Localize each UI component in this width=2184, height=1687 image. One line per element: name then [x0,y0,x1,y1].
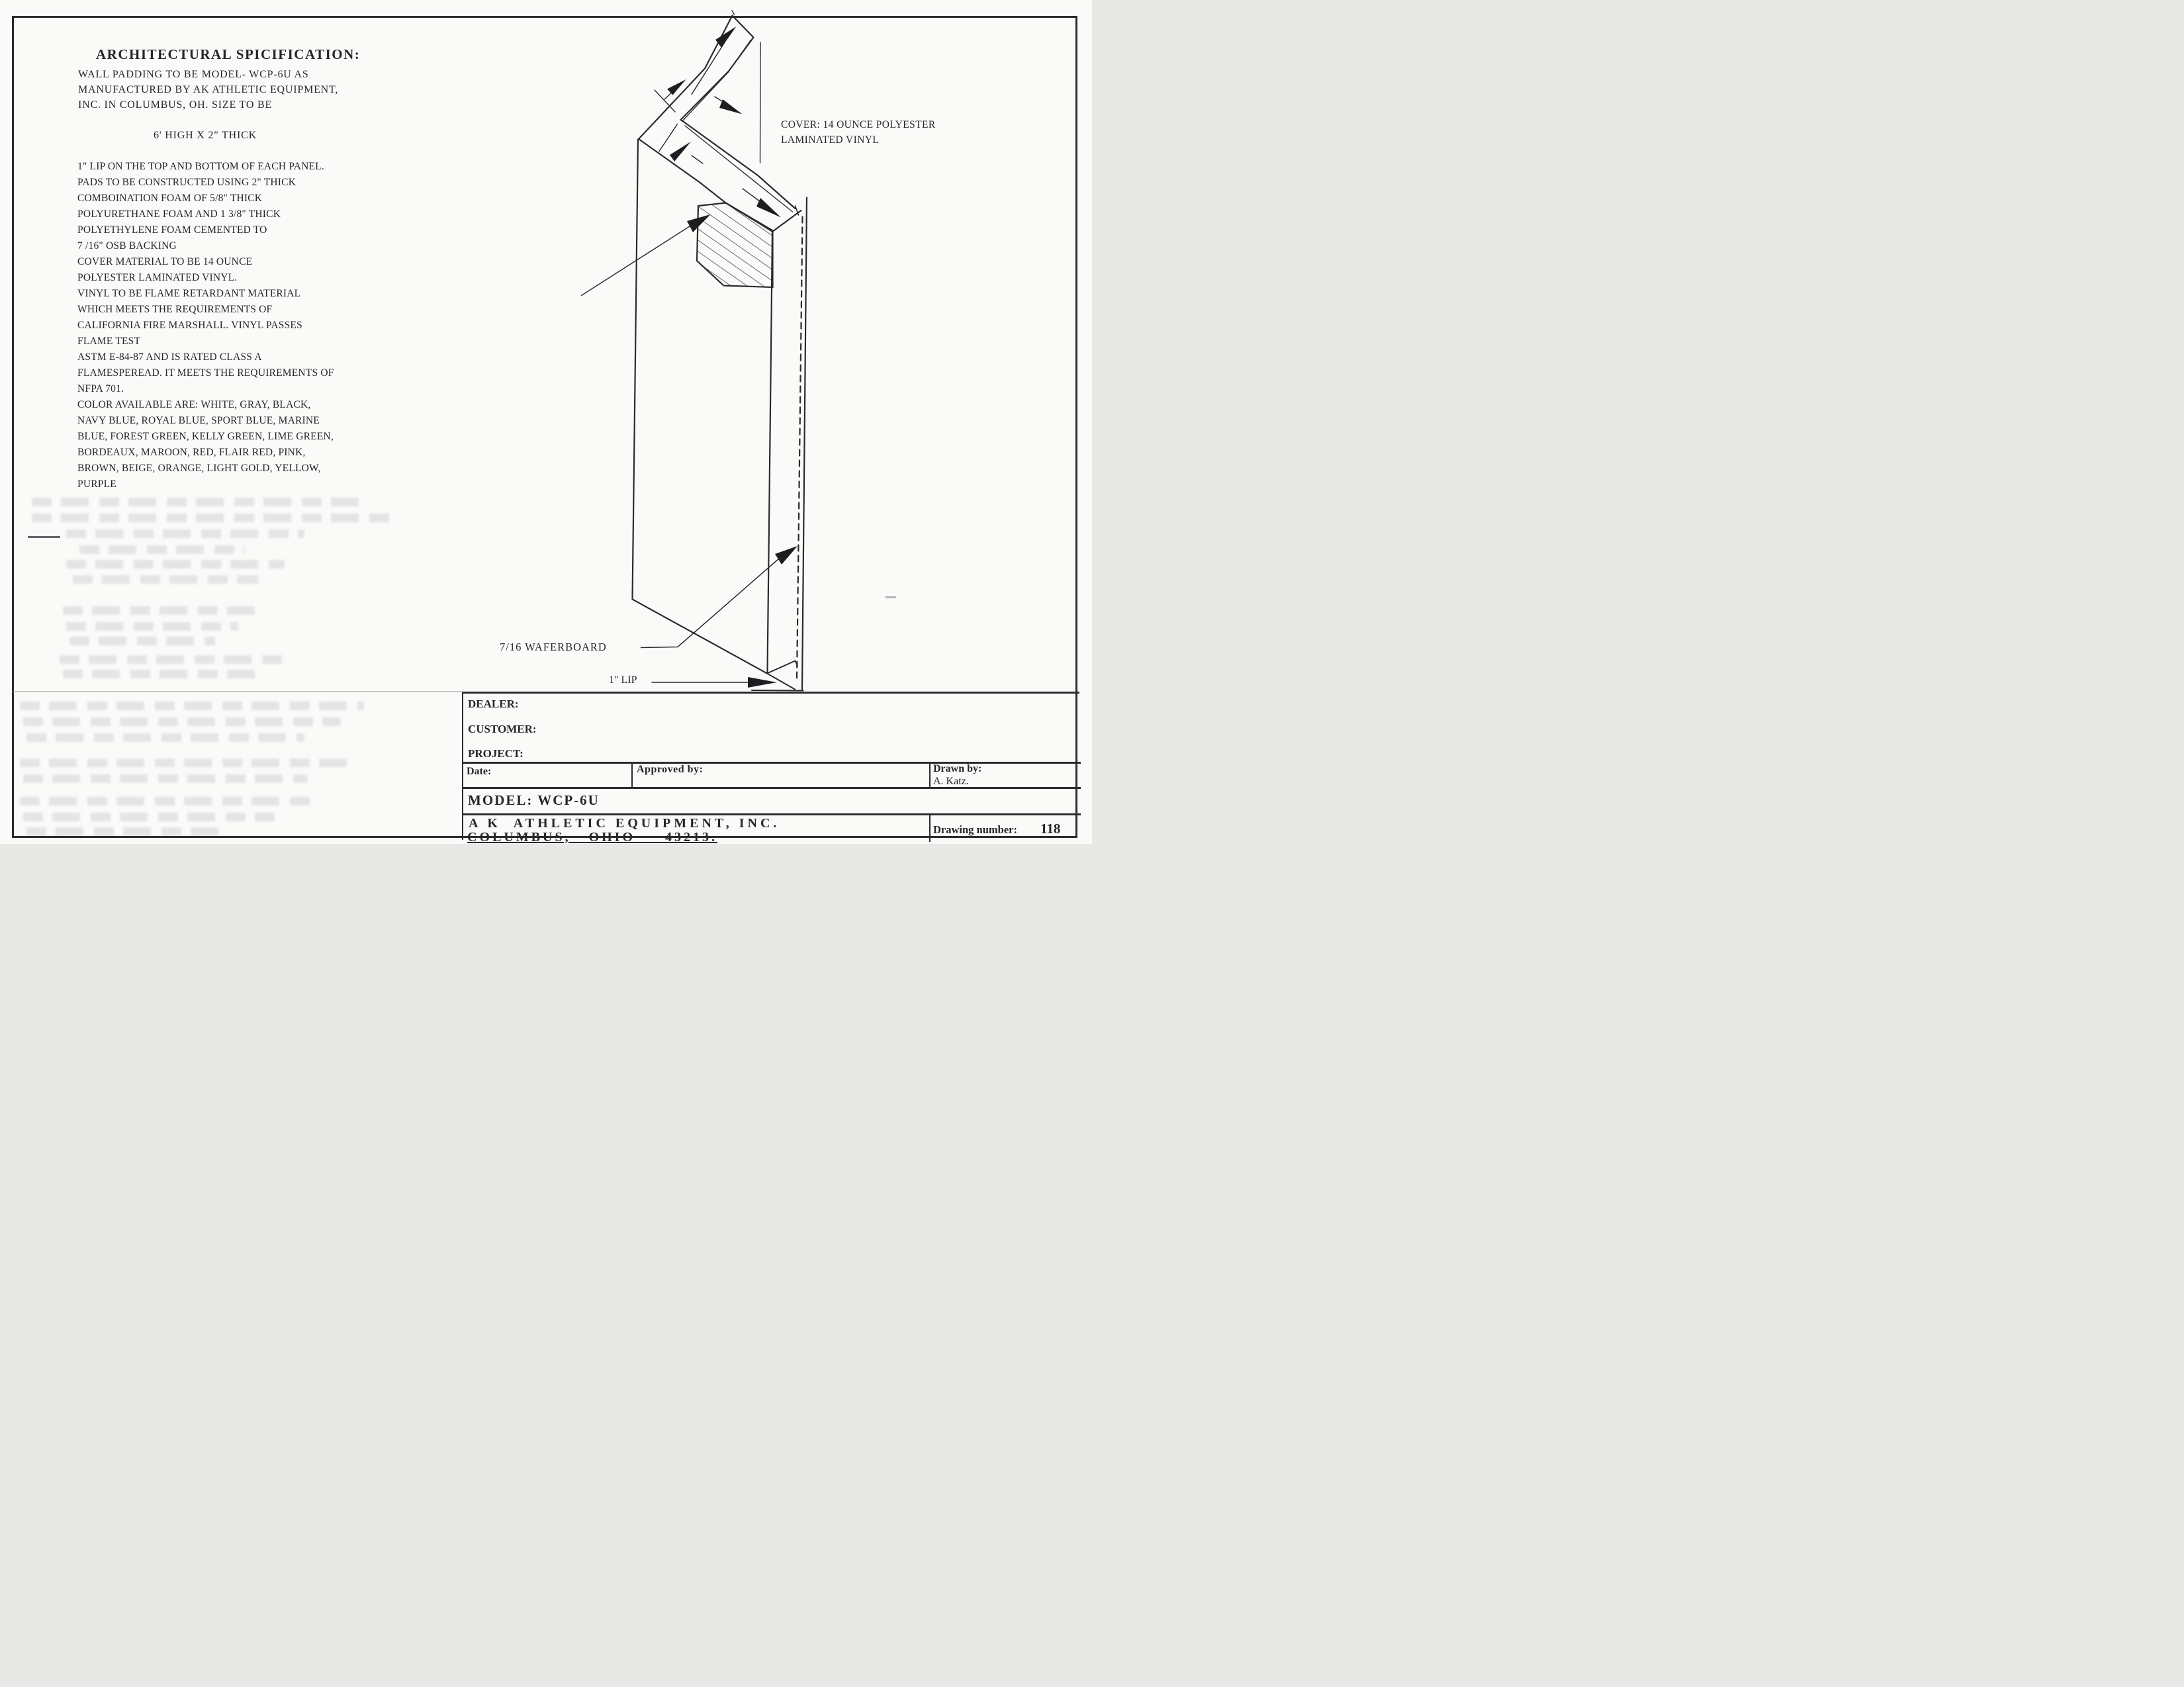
spec-body-line: COVER MATERIAL TO BE 14 OUNCE [77,256,253,267]
spec-body-line: PURPLE [77,479,116,490]
spec-intro-line: MANUFACTURED BY AK ATHLETIC EQUIPMENT, [78,84,339,95]
drawing-number-value: 118 [1040,821,1061,837]
spec-body-line: CALIFORNIA FIRE MARSHALL. VINYL PASSES [77,320,302,331]
spec-body-line: NFPA 701. [77,383,124,394]
spec-body-line: POLYURETHANE FOAM AND 1 3/8" THICK [77,208,281,220]
spec-size-line: 6' HIGH X 2" THICK [154,130,257,141]
spec-body-line: PADS TO BE CONSTRUCTED USING 2" THICK [77,177,296,188]
drawn-by-value: A. Katz. [933,776,969,787]
date-label: Date: [467,766,492,777]
approved-by-label: Approved by: [637,764,704,775]
titleblock-row-divider [463,762,1081,764]
spec-body-line: POLYETHYLENE FOAM CEMENTED TO [77,224,267,236]
spec-intro-line: INC. IN COLUMBUS, OH. SIZE TO BE [78,99,273,111]
spec-body-line: FLAME TEST [77,336,141,347]
waferboard-label: 7/16 WAFERBOARD [500,641,607,653]
spec-body-line: 1" LIP ON THE TOP AND BOTTOM OF EACH PANEL. [77,161,324,172]
lip-label: 1" LIP [609,674,637,686]
titleblock-col-divider [929,813,931,842]
company-name-line1: A K ATHLETIC EQUIPMENT, INC. [469,816,780,831]
customer-label: CUSTOMER: [468,723,537,735]
company-name-line2: COLUMBUS, OHIO 43213. [467,830,718,844]
titleblock-col-divider [631,762,633,787]
drawing-number-label: Drawing number: [933,823,1017,836]
spec-body-line: BROWN, BEIGE, ORANGE, LIGHT GOLD, YELLOW, [77,463,321,474]
title-block [462,692,1079,844]
spec-body-line: VINYL TO BE FLAME RETARDANT MATERIAL [77,288,301,299]
spec-body-line: 7 /16" OSB BACKING [77,240,177,251]
spec-body-line: NAVY BLUE, ROYAL BLUE, SPORT BLUE, MARINE [77,415,320,426]
spec-body-line: FLAMESPEREAD. IT MEETS THE REQUIREMENTS OF [77,367,334,379]
drawn-by-label: Drawn by: [933,763,982,774]
scan-artifact-line [13,691,462,692]
dealer-label: DEALER: [468,698,519,710]
model-label: MODEL: WCP-6U [468,792,600,808]
titleblock-col-divider [929,762,931,787]
spec-body-line: COLOR AVAILABLE ARE: WHITE, GRAY, BLACK, [77,399,311,410]
titleblock-row-divider [463,787,1081,789]
spec-heading: ARCHITECTURAL SPICIFICATION: [96,46,361,62]
spec-body-line: WHICH MEETS THE REQUIREMENTS OF [77,304,273,315]
cover-label-line1: COVER: 14 OUNCE POLYESTER [781,119,936,130]
ghost-dash [28,536,60,538]
spec-body-line: BORDEAUX, MAROON, RED, FLAIR RED, PINK, [77,447,306,458]
spec-body-line: BLUE, FOREST GREEN, KELLY GREEN, LIME GREEN, [77,431,334,442]
project-label: PROJECT: [468,747,523,760]
cover-label-line2: LAMINATED VINYL [781,134,880,146]
titleblock-row-divider [463,813,1081,815]
spec-body-line: ASTM E-84-87 AND IS RATED CLASS A [77,351,262,363]
spec-body-line: POLYESTER LAMINATED VINYL. [77,272,238,283]
spec-body-line: COMBOINATION FOAM OF 5/8" THICK [77,193,263,204]
spec-intro-line: WALL PADDING TO BE MODEL- WCP-6U AS [78,69,309,80]
scanned-spec-sheet [0,0,1092,844]
